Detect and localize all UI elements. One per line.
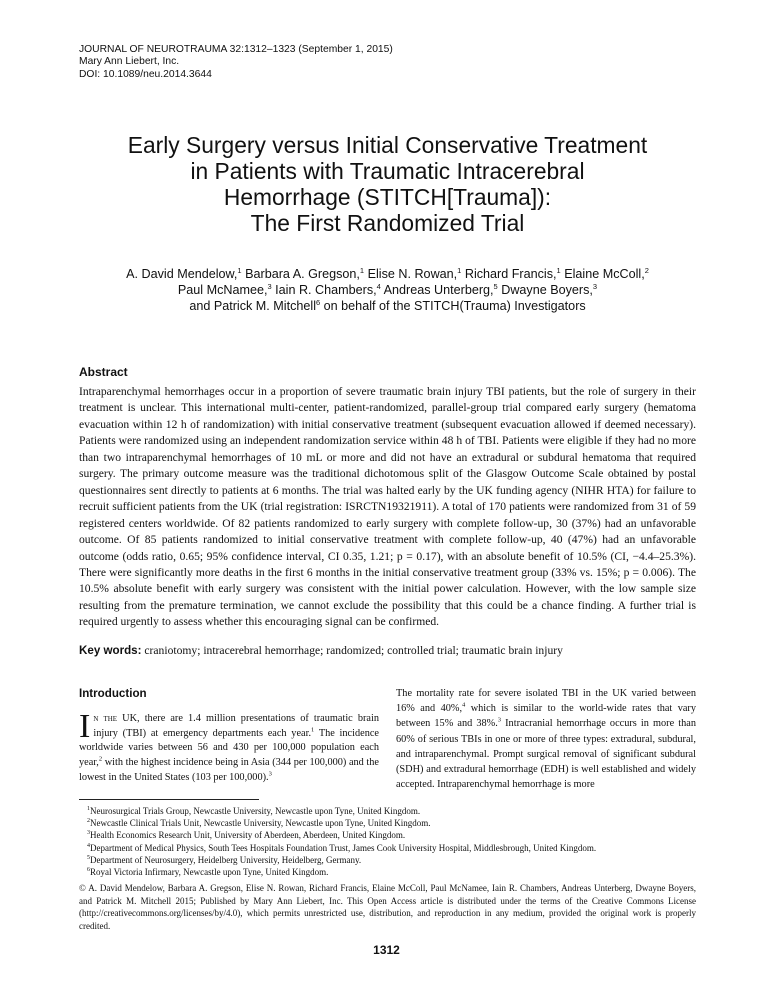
author-line <box>60 282 715 298</box>
citation-ref: 4 <box>462 701 466 709</box>
body-text: which is similar to the world-wide rates that vary between 15% and 38%. <box>396 703 696 730</box>
author-name: A. David Mendelow, <box>126 267 238 281</box>
author-name: Elaine McColl, <box>560 267 645 281</box>
affiliation-item: $^1$Neurosurgical Trials Group, Newcastle University, Newcastle upon Tyne, United Kingdom. <box>87 806 421 816</box>
affiliation-ref: 6 <box>316 298 321 308</box>
article-title <box>60 132 715 236</box>
title-line: The First Randomized Trial <box>250 210 525 236</box>
body-text: Intracranial hemorrhage occurs in more than 60% of serious TBIs in one or more of three types: extradural, subdural, and intraparenchymal. Prompt surgical removal of significant subdural (SDH) and extradural hemorrhage (EDH) is well established and widely accepted. Intraparenchymal hemorrhage is more <box>396 718 696 791</box>
citation-ref: 1 <box>311 726 315 734</box>
author-name: Elise N. Rowan, <box>364 267 458 281</box>
affiliation-ref: 1 <box>457 265 462 275</box>
drop-cap: I <box>79 708 91 745</box>
body-text: The incidence worldwide varies between 56 and 430 per 100,000 population each year, <box>79 727 379 769</box>
affiliations-footnotes <box>87 805 596 878</box>
title-line: Hemorrhage (STITCH[Trauma]): <box>223 184 552 210</box>
author-name: and Patrick M. Mitchell <box>189 299 316 314</box>
author-line <box>60 298 715 314</box>
page-number: 1312 <box>373 943 400 957</box>
keywords-text: craniotomy; intracerebral hemorrhage; randomized; controlled trial; traumatic brain injury <box>141 644 563 657</box>
affiliation-item: $^3$Health Economics Research Unit, University of Aberdeen, Aberdeen, United Kingdom. <box>87 830 406 841</box>
affiliation-item: $^6$Royal Victoria Infirmary, Newcastle upon Tyne, United Kingdom. <box>87 867 329 878</box>
author-group: on behalf of the STITCH(Trauma) Investigators <box>320 299 586 314</box>
author-name: Richard Francis, <box>461 267 557 281</box>
author-list <box>60 266 715 315</box>
abstract-body: Intraparenchymal hemorrhages occur in a proportion of severe traumatic brain injury TBI patients, but the role of surgery in their treatment is unclear. This international multi-center, patient-randomized, parallel-group trial compared early surgery (hematoma evacuation within 12 h of randomization) with initial conservative treatment (subsequent evacuation allowed if deemed necessary). Patients were randomized using an independent randomization service within 48 h of TBI. Patients were eligible if they had no more than two intraparenchymal hemorrhages of 10 mL or more and did not have an extradural or subdural hematoma that required surgery. The primary outcome measure was the traditional dichotomous split of the Glasgow Outcome Scale obtained by postal questionnaires sent directly to patients at 6 months. The trial was halted early by the UK funding agency (NIHR HTA) for failure to recruit sufficient patients from the UK (trial registration: ISRCTN19321911). A total of 170 patients were randomized from 31 of 59 registered centers worldwide. Of 82 patients randomized to early surgery with complete follow-up, 30 (37%) had an unfavorable outcome. Of 85 patients randomized to initial conservative treatment with complete follow-up, 40 (47%) had an unfavorable outcome (odds ratio, 0.65; 95% confidence interval, CI 0.35, 1.21; p = 0.17), with an absolute benefit of 10.5% (CI, −4.4–25.3%). There were significantly more deaths in the first 6 months in the initial conservative treatment group (33% vs. 15%; p = 0.006). The 10.5% absolute benefit with early surgery was consistent with the initial power calculation. However, with the low sample size resulting from the premature termination, we cannot exclude the possibility that this could be a chance finding. A further trial is required urgently to assess whether this encouraging signal can be confirmed. <box>79 385 696 629</box>
body-text: with the highest incidence being in Asia (344 per 100,000) and the lowest in the United States (103 per 100,000). <box>79 757 379 783</box>
journal-header <box>79 44 393 81</box>
title-line: in Patients with Traumatic Intracerebral <box>190 158 585 184</box>
citation-ref: 3 <box>497 716 502 724</box>
lead-smallcaps: n the <box>93 713 118 724</box>
affiliation-ref: 1 <box>556 265 561 275</box>
affiliation-ref: 2 <box>644 265 649 275</box>
body-text: UK, there are 1.4 million presentations of traumatic brain injury (TBI) at emergency departments each year. <box>93 713 379 739</box>
affiliation-ref: 1 <box>237 265 242 275</box>
publisher-name: Mary Ann Liebert, Inc. <box>79 56 180 68</box>
footnote-divider <box>79 799 259 800</box>
affiliation-ref: 3 <box>592 282 598 292</box>
doi-line: DOI: 10.1089/neu.2014.3644 <box>79 68 212 80</box>
keywords <box>79 643 696 658</box>
citation-ref: 2 <box>98 755 103 763</box>
affiliation-item: $^5$Department of Neurosurgery, Heidelberg University, Heidelberg, Germany. <box>87 854 362 865</box>
copyright-notice: © A. David Mendelow, Barbara A. Gregson, Elise N. Rowan, Richard Francis, Elaine McColl, Paul McNamee, Iain R. Chambers, Andreas Unterberg, Dwayne Boyers, and Patrick M. Mitchell 2015; Published by Mary Ann Liebert, Inc. This Open Access article is distributed under the terms of the Creative Commons License (http://creativecommons.org/licenses/by/4.0), which permits unrestricted use, distribution, and reproduction in any medium, provided the original work is properly credited. <box>79 883 696 931</box>
introduction-left-column <box>79 708 379 786</box>
introduction-right-column <box>396 686 696 792</box>
title-line: Early Surgery versus Initial Conservative Treatment <box>127 132 648 158</box>
affiliation-item: $^4$Department of Medical Physics, South Tees Hospitals Foundation Trust, James Cook University Hospital, Middlesbrough, United Kingdom. <box>87 842 597 853</box>
author-name: Barbara A. Gregson, <box>241 267 360 281</box>
keywords-label: Key words: <box>79 644 142 657</box>
introduction-heading: Introduction <box>79 687 147 700</box>
citation-ref: 3 <box>268 770 272 778</box>
author-line <box>60 266 715 282</box>
journal-citation: JOURNAL OF NEUROTRAUMA 32:1312–1323 (September 1, 2015) <box>79 44 393 55</box>
author-name: Iain R. Chambers, <box>271 283 377 298</box>
affiliation-ref: 5 <box>493 282 498 292</box>
abstract-heading: Abstract <box>79 365 128 379</box>
affiliation-ref: 3 <box>267 282 272 292</box>
author-name: Andreas Unterberg, <box>380 283 494 298</box>
affiliation-ref: 1 <box>359 265 365 275</box>
affiliation-ref: 4 <box>376 282 381 292</box>
author-name: Paul McNamee, <box>177 283 268 298</box>
body-text: The mortality rate for severe isolated TBI in the UK varied between 16% and 40%, <box>396 688 696 715</box>
affiliation-item: $^2$Newcastle Clinical Trials Unit, Newcastle University, Newcastle upon Tyne, United Kingdom. <box>87 818 431 829</box>
author-name: Dwayne Boyers, <box>497 283 593 298</box>
